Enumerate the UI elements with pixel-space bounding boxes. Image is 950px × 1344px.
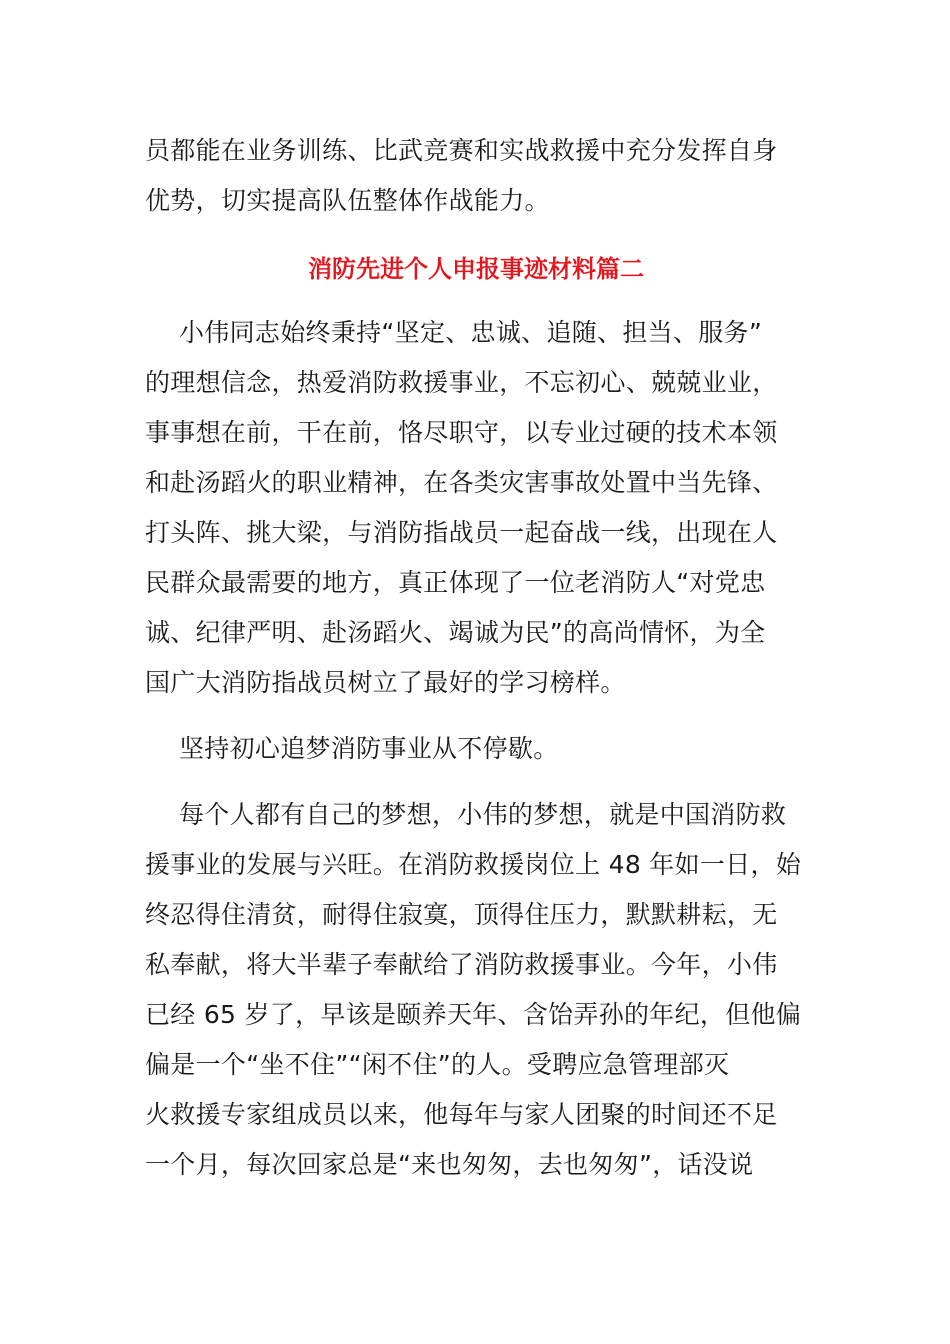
text-line: 优势，切实提高队伍整体作战能力。 [145, 186, 550, 215]
text-line: 民群众最需要的地方，真正体现了一位老消防人“对党忠 [145, 568, 766, 597]
continuation-paragraph [145, 126, 807, 226]
text-line: 坚持初心追梦消防事业从不停歇。 [179, 734, 559, 763]
text-line: 私奉献，将大半辈子奉献给了消防救援事业。今年，小伟 [145, 950, 778, 979]
text-line: 事事想在前，干在前，恪尽职守，以专业过硬的技术本领 [145, 418, 778, 447]
text-line: 已经 65 岁了，早该是颐养天年、含饴弄孙的年纪，但他偏 [145, 1000, 802, 1029]
section-heading: 消防先进个人申报事迹材料篇二 [308, 255, 644, 283]
text-line: 和赴汤蹈火的职业精神，在各类灾害事故处置中当先锋、 [145, 468, 778, 497]
text-line: 打头阵、挑大梁，与消防指战员一起奋战一线，出现在人 [145, 518, 778, 547]
paragraph-3 [145, 790, 807, 1190]
document-body [145, 126, 807, 1206]
text-line: 小伟同志始终秉持“坚定、忠诚、追随、担当、服务” [179, 318, 763, 347]
paragraph-2 [145, 724, 807, 774]
paragraph-1 [145, 308, 807, 708]
text-line: 每个人都有自己的梦想，小伟的梦想，就是中国消防救 [179, 800, 787, 829]
text-line: 国广大消防指战员树立了最好的学习榜样。 [145, 668, 626, 697]
text-line: 火救援专家组成员以来，他每年与家人团聚的时间还不足 [145, 1100, 778, 1129]
text-line: 援事业的发展与兴旺。在消防救援岗位上 48 年如一日，始 [145, 850, 802, 879]
text-line: 诚、纪律严明、赴汤蹈火、竭诚为民”的高尚情怀，为全 [145, 618, 766, 647]
text-line: 的理想信念，热爱消防救援事业，不忘初心、兢兢业业， [145, 368, 778, 397]
text-line: 一个月，每次回家总是“来也匆匆，去也匆匆”，话没说 [145, 1150, 754, 1179]
text-line: 偏是一个“坐不住”“闲不住”的人。受聘应急管理部灭 [145, 1050, 730, 1079]
text-line: 员都能在业务训练、比武竞赛和实战救援中充分发挥自身 [145, 136, 778, 165]
text-line: 终忍得住清贫，耐得住寂寞，顶得住压力，默默耕耘，无 [145, 900, 778, 929]
